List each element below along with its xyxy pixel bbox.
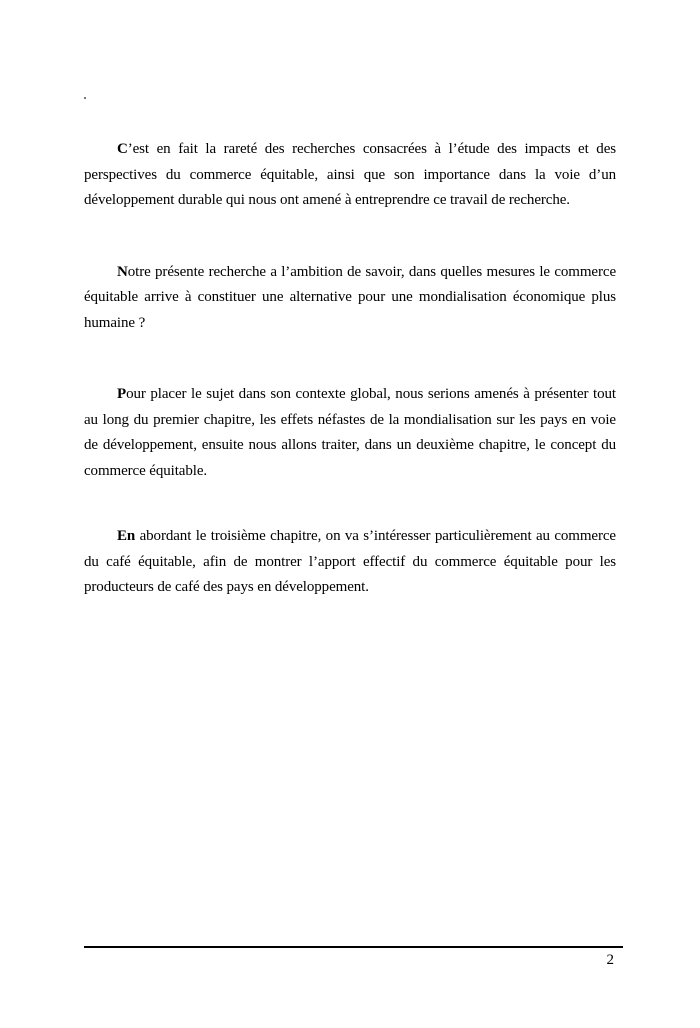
paragraph-3-text: our placer le sujet dans son contexte global, nous serions amenés à présenter tout au long du premier chapitre, les effets néfastes de la mondialisation sur les pays en voie de développement, ensuite nous allons traiter, dans un deuxième chapitre, le concept du commerce équitable.: [84, 386, 616, 479]
paragraph-3: [84, 382, 616, 484]
paragraph-1: [84, 137, 616, 214]
paragraph-4: [84, 524, 616, 601]
document-body: [84, 137, 616, 647]
paragraph-1-lead: C: [117, 141, 128, 157]
paragraph-4-lead: En: [117, 528, 136, 544]
paragraph-4-text: abordant le troisième chapitre, on va s’intéresser particulièrement au commerce du café équitable, afin de montrer l’apport effectif du commerce équitable pour les producteurs de café des pays en développement.: [84, 528, 616, 595]
stray-mark: [84, 97, 86, 99]
paragraph-1-text: ’est en fait la rareté des recherches consacrées à l’étude des impacts et des perspectives du commerce équitable, ainsi que son importance dans la voie d’un développement durable qui nous ont amené à entreprendre ce travail de recherche.: [84, 141, 616, 208]
page-number: 2: [606, 952, 614, 968]
paragraph-2-text: otre présente recherche a l’ambition de savoir, dans quelles mesures le commerce équitable arrive à constituer une alternative pour une mondialisation économique plus humaine ?: [84, 263, 616, 331]
footer-rule: [84, 946, 623, 948]
paragraph-2: [84, 260, 616, 337]
paragraph-3-lead: P: [117, 386, 127, 402]
paragraph-2-lead: N: [117, 263, 128, 280]
